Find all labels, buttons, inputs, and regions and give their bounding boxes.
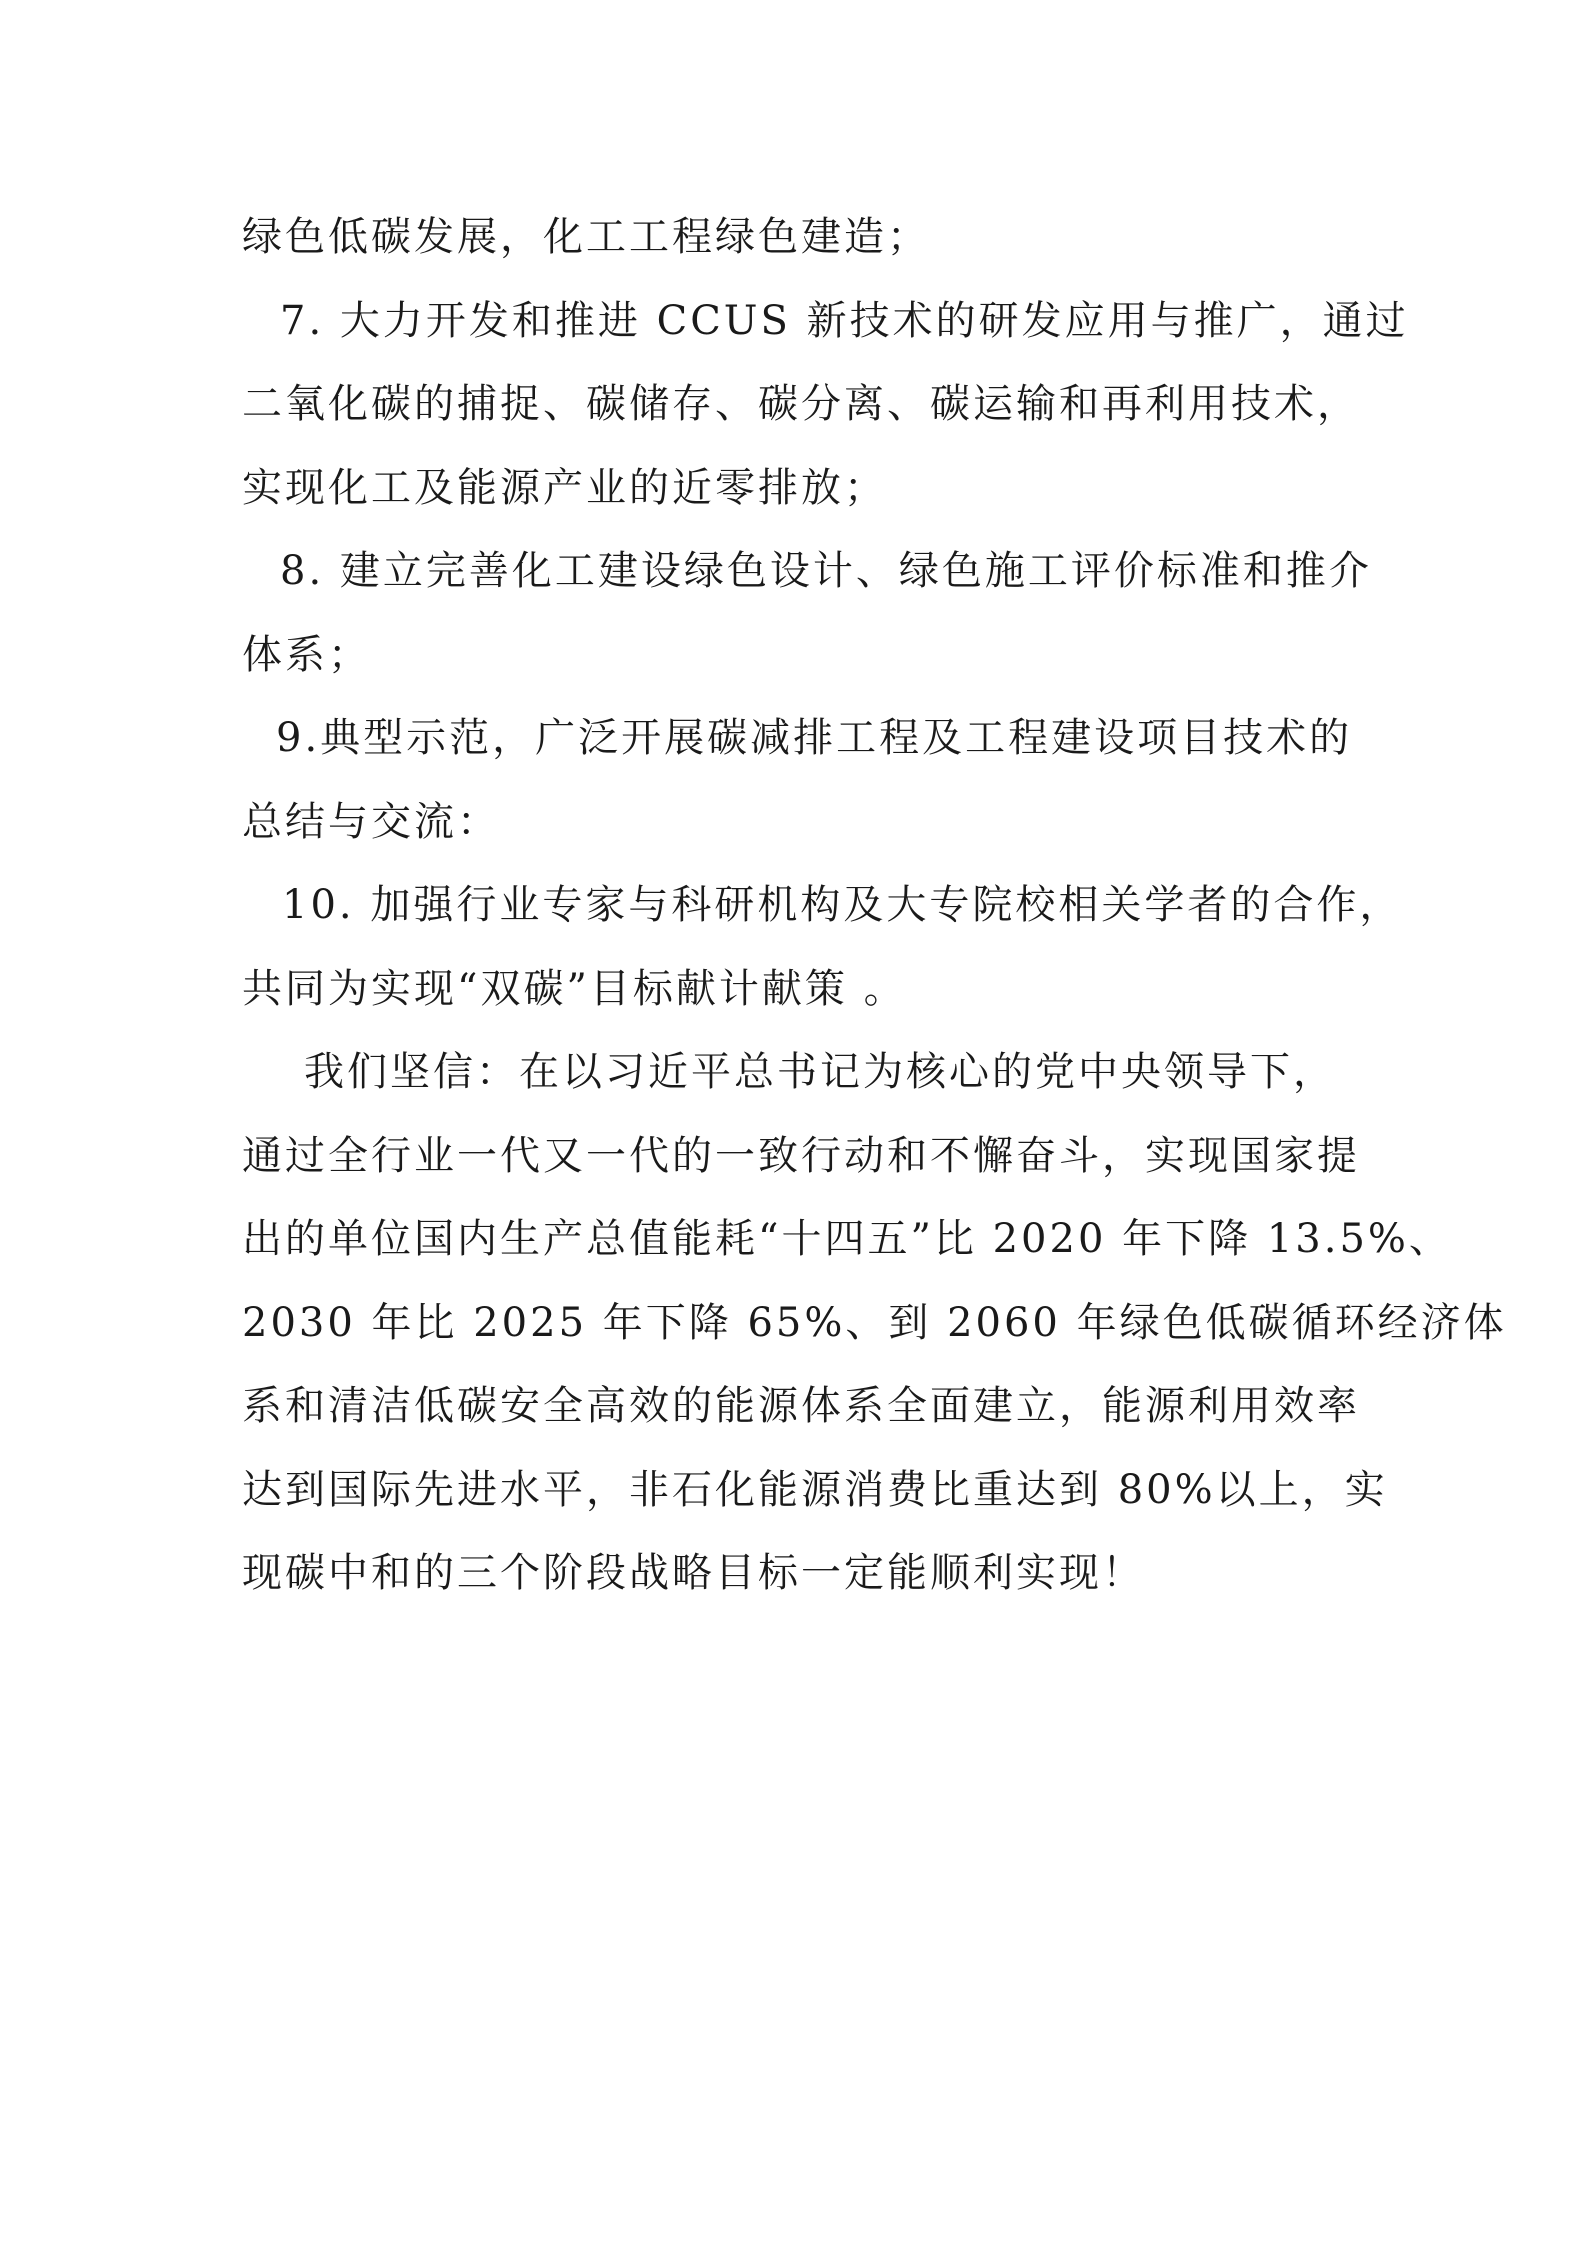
paragraph-line: 2030 年比 2025 年下降 65%、到 2060 年绿色低碳循环经济体 [242, 1299, 1507, 1346]
list-item-10-line-1: 10. 加强行业专家与科研机构及大专院校相关学者的合作， [282, 882, 1403, 928]
list-item-7-line-2: 二氧化碳的捕捉、碳储存、碳分离、碳运输和再利用技术， [242, 381, 1360, 427]
paragraph-line: 达到国际先进水平，非石化能源消费比重达到 80%以上，实 [242, 1466, 1388, 1513]
paragraph-line: 系和清洁低碳安全高效的能源体系全面建立，能源利用效率 [242, 1383, 1360, 1429]
list-item-10-line-2: 共同为实现“双碳”目标献计献策 。 [242, 965, 907, 1012]
list-item-8-line-2: 体系； [242, 631, 371, 678]
paragraph-line: 出的单位国内生产总值能耗“十四五”比 2020 年下降 13.5%、 [242, 1216, 1452, 1262]
list-item-9-line-1: 9.典型示范，广泛开展碳减排工程及工程建设项目技术的 [276, 715, 1353, 761]
list-item-7-line-1: 7. 大力开发和推进 CCUS 新技术的研发应用与推广，通过 [280, 297, 1409, 344]
list-item-8-line-1: 8. 建立完善化工建设绿色设计、绿色施工评价标准和推介 [280, 548, 1372, 594]
document-body [242, 196, 1507, 1616]
paragraph-line: 我们坚信：在以习近平总书记为核心的党中央领导下， [304, 1049, 1336, 1095]
list-item-7-line-3: 实现化工及能源产业的近零排放； [242, 464, 887, 511]
list-item-9-line-2: 总结与交流： [242, 798, 500, 845]
text-line: 绿色低碳发展，化工工程绿色建造； [242, 214, 930, 260]
paragraph-line: 现碳中和的三个阶段战略目标一定能顺利实现！ [242, 1550, 1145, 1596]
paragraph-line: 通过全行业一代又一代的一致行动和不懈奋斗，实现国家提 [242, 1132, 1360, 1179]
